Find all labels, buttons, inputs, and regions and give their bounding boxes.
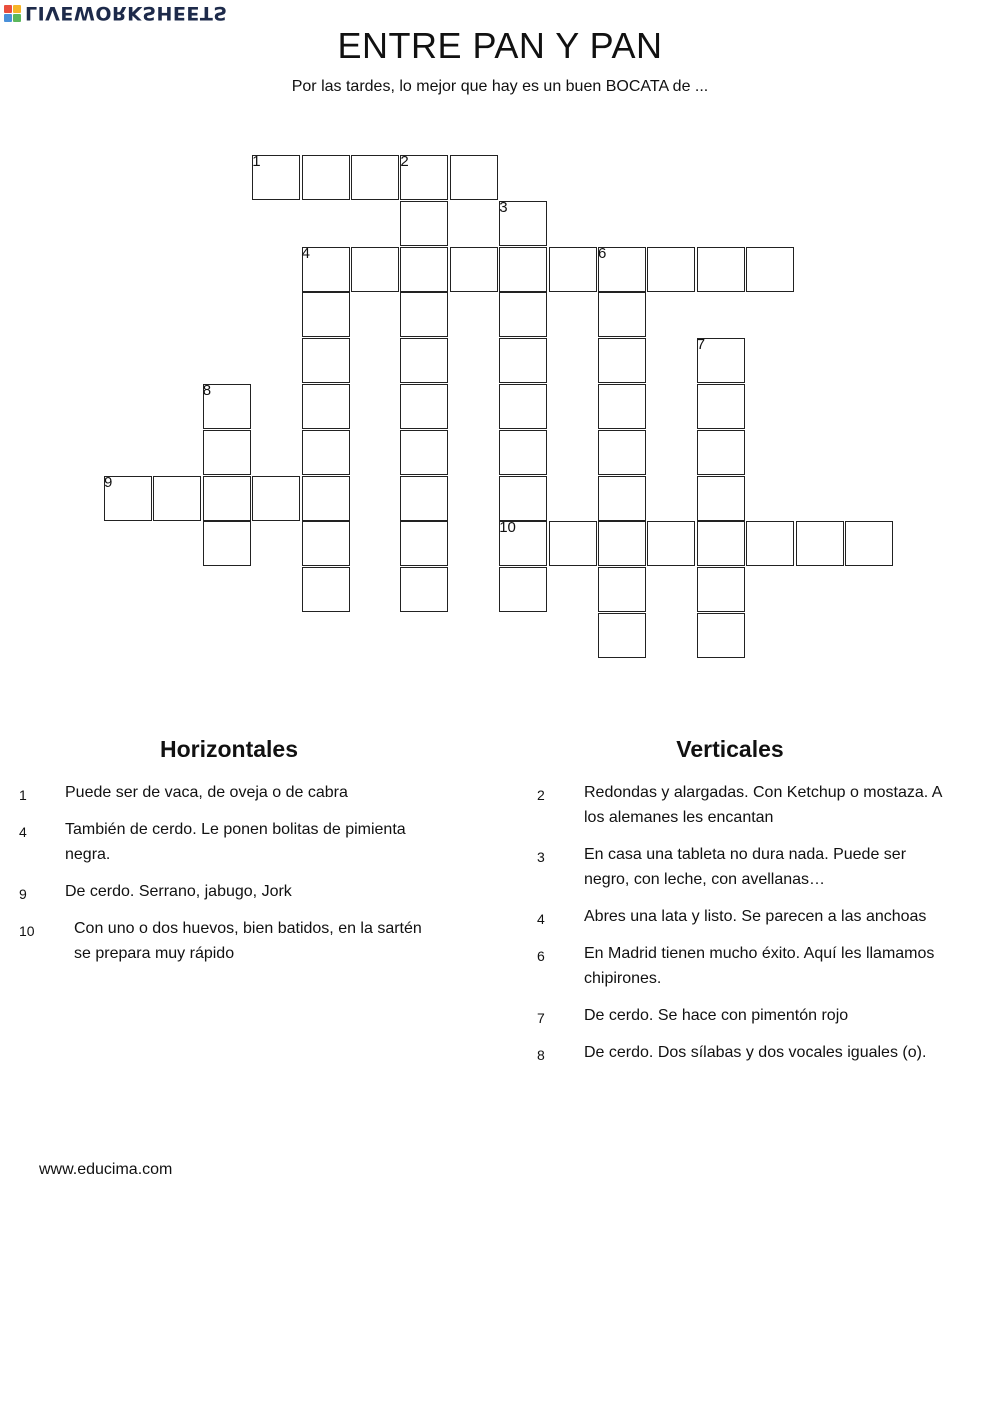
crossword-cell[interactable] bbox=[499, 521, 547, 566]
clue-text: Redondas y alargadas. Con Ketchup o mostaza. A los alemanes les encantan bbox=[584, 784, 943, 826]
crossword-cell[interactable] bbox=[400, 430, 448, 475]
crossword-cell[interactable] bbox=[203, 430, 251, 475]
crossword-cell[interactable] bbox=[400, 292, 448, 337]
clue-item bbox=[537, 780, 942, 830]
crossword-cell[interactable] bbox=[400, 567, 448, 612]
crossword-cell[interactable] bbox=[598, 292, 646, 337]
crossword-cell[interactable] bbox=[302, 338, 350, 383]
crossword-cell[interactable] bbox=[598, 613, 646, 658]
crossword-cell[interactable] bbox=[697, 613, 745, 658]
clue-number: 9 bbox=[19, 886, 27, 902]
clue-item bbox=[19, 916, 422, 966]
clue-item bbox=[537, 904, 926, 932]
crossword-cell[interactable] bbox=[796, 521, 844, 566]
clue-text: De cerdo. Dos sílabas y dos vocales iguales (o). bbox=[584, 1044, 927, 1061]
crossword-cell[interactable] bbox=[499, 292, 547, 337]
crossword-cell[interactable] bbox=[697, 247, 745, 292]
cell-number: 9 bbox=[104, 473, 113, 491]
clue-text: También de cerdo. Le ponen bolitas de pimienta negra. bbox=[65, 821, 406, 863]
crossword-cell[interactable] bbox=[499, 567, 547, 612]
crossword-cell[interactable] bbox=[598, 244, 646, 292]
crossword-cell[interactable] bbox=[697, 476, 745, 521]
clue-number: 7 bbox=[537, 1010, 545, 1026]
crossword-cell[interactable] bbox=[302, 476, 350, 521]
crossword-cell[interactable] bbox=[598, 430, 646, 475]
crossword-cell[interactable] bbox=[252, 476, 300, 521]
crossword-cell[interactable] bbox=[302, 384, 350, 429]
crossword-cell[interactable] bbox=[302, 521, 350, 566]
cell-number: 10 bbox=[499, 519, 516, 537]
clue-text: De cerdo. Serrano, jabugo, Jork bbox=[65, 883, 292, 900]
crossword-cell[interactable] bbox=[400, 247, 448, 292]
clue-item bbox=[537, 1003, 848, 1031]
crossword-cell[interactable] bbox=[302, 292, 350, 337]
crossword-cell[interactable] bbox=[845, 521, 893, 566]
crossword-cell[interactable] bbox=[647, 521, 695, 566]
clue-text: Abres una lata y listo. Se parecen a las anchoas bbox=[584, 908, 927, 925]
crossword-cell[interactable] bbox=[104, 473, 152, 521]
clue-item bbox=[19, 817, 406, 867]
cell-number: 2 bbox=[400, 153, 409, 170]
clue-item bbox=[537, 941, 934, 991]
crossword-cell[interactable] bbox=[697, 384, 745, 429]
down-heading: Verticales bbox=[676, 736, 784, 762]
crossword-cell[interactable] bbox=[499, 384, 547, 429]
clue-text: En casa una tableta no dura nada. Puede ser negro, con leche, con avellanas… bbox=[584, 846, 907, 888]
crossword-cell[interactable] bbox=[499, 430, 547, 475]
clue-number: 1 bbox=[19, 787, 27, 803]
crossword-cell[interactable] bbox=[598, 384, 646, 429]
crossword-cell[interactable] bbox=[697, 430, 745, 475]
clue-number: 2 bbox=[537, 787, 545, 803]
crossword-cell[interactable] bbox=[203, 384, 251, 429]
crossword-cell[interactable] bbox=[400, 201, 448, 246]
clue-number: 4 bbox=[537, 911, 545, 927]
worksheet-subtitle: Por las tardes, lo mejor que hay es un buen BOCATA de ... bbox=[291, 78, 709, 95]
clue-number: 3 bbox=[537, 849, 545, 865]
crossword-cell[interactable] bbox=[400, 521, 448, 566]
cell-number: 6 bbox=[598, 244, 607, 262]
crossword-cell[interactable] bbox=[252, 155, 300, 200]
crossword-cell[interactable] bbox=[400, 155, 448, 200]
crossword-cell[interactable] bbox=[598, 338, 646, 383]
clue-number: 4 bbox=[19, 824, 27, 840]
logo-text: LIVEWORKSHEETS bbox=[25, 2, 228, 24]
clue-item bbox=[19, 780, 348, 808]
crossword-cell[interactable] bbox=[302, 567, 350, 612]
crossword-cell[interactable] bbox=[450, 247, 498, 292]
crossword-cell[interactable] bbox=[549, 247, 597, 292]
worksheet-title: ENTRE PAN Y PAN bbox=[337, 25, 663, 66]
clue-number: 10 bbox=[19, 923, 35, 939]
clue-text: Con uno o dos huevos, bien batidos, en la sartén se prepara muy rápido bbox=[74, 920, 422, 962]
crossword-cell[interactable] bbox=[499, 338, 547, 383]
crossword-cell[interactable] bbox=[400, 384, 448, 429]
clue-item bbox=[19, 879, 292, 907]
crossword-cell[interactable] bbox=[499, 476, 547, 521]
crossword-cell[interactable] bbox=[302, 430, 350, 475]
cell-number: 8 bbox=[202, 382, 212, 399]
crossword-cell[interactable] bbox=[549, 521, 597, 566]
crossword-cell[interactable] bbox=[351, 247, 399, 292]
crossword-cell[interactable] bbox=[598, 521, 646, 566]
footer-url: www.educima.com bbox=[39, 1161, 173, 1178]
clue-text: De cerdo. Se hace con pimentón rojo bbox=[584, 1007, 849, 1024]
cell-number: 1 bbox=[252, 153, 261, 170]
crossword-cell[interactable] bbox=[499, 198, 547, 246]
crossword-cell[interactable] bbox=[647, 247, 695, 292]
clue-number: 6 bbox=[537, 948, 545, 964]
crossword-cell[interactable] bbox=[697, 338, 745, 383]
crossword-cell[interactable] bbox=[351, 155, 399, 200]
crossword-cell[interactable] bbox=[203, 476, 251, 521]
clue-item bbox=[537, 1040, 926, 1068]
crossword-cell[interactable] bbox=[400, 476, 448, 521]
cell-number: 4 bbox=[301, 244, 310, 262]
clue-item bbox=[537, 842, 906, 892]
crossword-cell[interactable] bbox=[302, 155, 350, 200]
crossword-cell[interactable] bbox=[697, 567, 745, 612]
crossword-cell[interactable] bbox=[499, 247, 547, 292]
across-heading: Horizontales bbox=[159, 736, 299, 762]
cell-number: 3 bbox=[499, 198, 508, 216]
crossword-cell[interactable] bbox=[203, 521, 251, 566]
clue-text: En Madrid tienen mucho éxito. Aquí les llamamos chipirones. bbox=[584, 945, 935, 987]
crossword-cell[interactable] bbox=[598, 567, 646, 612]
crossword-cell[interactable] bbox=[598, 476, 646, 521]
crossword-cell[interactable] bbox=[746, 521, 794, 566]
crossword-cell[interactable] bbox=[400, 338, 448, 383]
crossword-cell[interactable] bbox=[153, 476, 201, 521]
crossword-cell[interactable] bbox=[697, 521, 745, 566]
crossword-grid bbox=[0, 0, 1000, 700]
clue-text: Puede ser de vaca, de oveja o de cabra bbox=[65, 784, 348, 801]
crossword-cell[interactable] bbox=[746, 247, 794, 292]
cell-number: 7 bbox=[696, 336, 706, 354]
crossword-cell[interactable] bbox=[450, 155, 498, 200]
crossword-cell[interactable] bbox=[301, 244, 350, 292]
clue-number: 8 bbox=[537, 1047, 545, 1063]
